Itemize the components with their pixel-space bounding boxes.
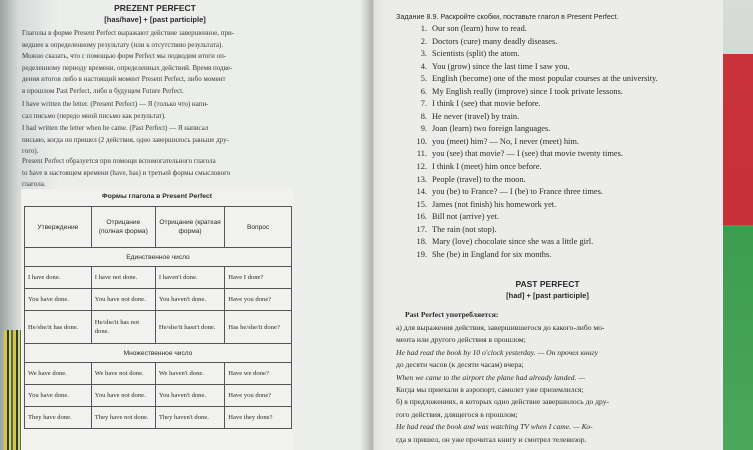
table-cell: We haven't done.: [155, 363, 224, 385]
table-row: [25, 311, 292, 344]
item-text: you (meet) him? — No, I never (meet) him.: [432, 136, 579, 146]
item-text: People (travel) to the moon.: [432, 174, 526, 184]
table-section-row: [25, 344, 292, 363]
item-number: 19.: [416, 249, 427, 259]
list-item: [405, 61, 658, 74]
usage-line: Когда мы приехали в аэропорт, самолет уже приземлился;: [396, 385, 584, 395]
list-item: [405, 199, 658, 212]
past-perfect-formula: [had] + [past participle]: [506, 291, 589, 300]
item-number: 13.: [416, 174, 427, 184]
table-cell: I have done.: [25, 267, 92, 289]
header-negative-short: Отрицание (краткая форма): [155, 207, 224, 248]
usage-line: гда я пришел, он уже прочитал книгу и смотрел телевизор.: [396, 434, 587, 444]
item-number: 4.: [420, 61, 427, 71]
item-text: I think I (see) that movie before.: [432, 99, 541, 109]
verb-forms-table: [24, 206, 292, 429]
table-cell: Have they done?: [225, 407, 292, 429]
item-text: Doctors (cure) many deadly diseases.: [432, 36, 558, 46]
item-number: 3.: [420, 49, 427, 59]
item-text: you (see) that movie? — I (see) that movie twenty times.: [432, 149, 623, 159]
item-text: Scientists (split) the atom.: [432, 49, 520, 59]
item-number: 18.: [416, 237, 427, 247]
item-number: 1.: [420, 24, 427, 33]
list-item: [405, 236, 658, 249]
item-text: You (grow) since the last time I saw you.: [432, 61, 570, 71]
item-text: I think I (meet) him once before.: [432, 162, 542, 172]
usage-line: When we came to the airport the plane had already landed. —: [396, 372, 586, 382]
table-cell: Has he/she/it done?: [225, 311, 292, 344]
past-perfect-title: PAST PERFECT: [515, 279, 580, 289]
table-cell: They have not done.: [91, 407, 155, 429]
exercise-list: [405, 23, 658, 261]
usage-line: а) для выражения действия, завершившегося до какого-либо мо-: [396, 323, 605, 332]
table-cell: You have done.: [25, 385, 92, 407]
item-text: Bill not (arrive) yet.: [432, 212, 499, 222]
item-text: English (become) one of the most popular courses at the university.: [432, 74, 658, 84]
table-cell: We have not done.: [91, 363, 155, 385]
usage-line: He had read the book by 10 o'clock yesterday. — Он прочел книгу: [396, 347, 598, 357]
item-text: James (not finish) his homework yet.: [432, 199, 557, 209]
header-question: Вопрос: [225, 207, 292, 248]
list-item: [405, 148, 658, 161]
table-cell: You haven't done.: [155, 385, 224, 407]
table-cell: He/she/it hasn't done.: [155, 311, 224, 344]
left-page-title: PREZENT PERFECT: [114, 3, 196, 13]
usage-line: гого действия, длящегося в прошлом;: [396, 409, 518, 419]
usage-line: He had read the book and was watching TV when I came. — Ко-: [396, 422, 593, 432]
table-cell: You have not done.: [91, 289, 155, 311]
table-cell: I have not done.: [91, 267, 155, 289]
intro-paragraph: [22, 28, 302, 98]
example-line: сал письмо (передо мной письмо как результат).: [22, 111, 166, 120]
list-item: [405, 98, 658, 111]
table-header-row: [25, 207, 292, 248]
book-gutter: [360, 0, 386, 450]
table-cell: We have done.: [25, 363, 92, 385]
table-cell: They haven't done.: [155, 407, 224, 429]
table-cell: He/she/it has not done.: [91, 311, 155, 344]
item-number: 10.: [416, 136, 427, 146]
list-item: [405, 174, 658, 187]
list-item: [405, 48, 658, 61]
list-item: [405, 86, 658, 99]
header-affirmative: Утверждение: [25, 207, 92, 248]
table-cell: Have you done?: [225, 385, 292, 407]
item-number: 7.: [420, 99, 427, 109]
list-item: [405, 224, 658, 237]
verb-forms-table-block: [21, 189, 293, 450]
table-cell: He/she/it has done.: [25, 311, 92, 344]
item-text: Mary (love) chocolate since she was a little girl.: [432, 237, 594, 247]
book-cover-edge: [723, 0, 753, 450]
table-row: [25, 267, 292, 289]
item-number: 6.: [420, 86, 427, 96]
list-item: [405, 161, 658, 174]
table-cell: You have done.: [25, 289, 92, 311]
item-text: Joan (learn) two foreign languages.: [432, 124, 551, 134]
table-cell: Have we done?: [225, 363, 292, 385]
intro-line: Глаголы в форме Present Perfect выражают действие завершенное, при-: [22, 29, 235, 37]
header-negative-full: Отрицание (полная форма): [91, 207, 155, 248]
intro-line: Можно сказать, что с помощью форм Perfect мы подводим итоги оп-: [22, 52, 227, 61]
item-text: He never (travel) by train.: [432, 111, 520, 121]
task-instruction: Раскройте скобки, поставьте глагол в Present Perfect.: [440, 12, 619, 21]
usage-line: мента или другого действия в прошлом;: [396, 335, 526, 345]
task-heading: [396, 12, 619, 21]
intro-line: в прошлом Past Perfect, либо в будущем Future Perfect.: [22, 86, 184, 95]
list-item: [405, 123, 658, 136]
example-1: [22, 99, 302, 122]
table-row: [25, 363, 292, 385]
table-section-row: [25, 248, 292, 267]
table-cell: You haven't done.: [155, 289, 224, 311]
table-cell: You have not done.: [91, 385, 155, 407]
list-item: [405, 73, 658, 86]
item-text: She (be) in England for six months.: [432, 249, 552, 259]
item-text: My English really (improve) since I took private lessons.: [432, 86, 623, 96]
example-line: I have written the letter. (Present Perfect) — Я (только что) напи-: [22, 100, 209, 108]
item-number: 2.: [420, 36, 427, 46]
usage-paragraph: [396, 322, 696, 446]
list-item: [405, 211, 658, 224]
list-item: [405, 136, 658, 149]
item-text: The rain (not stop).: [432, 224, 497, 234]
item-number: 14.: [416, 187, 427, 197]
list-item: [405, 111, 658, 124]
item-number: 15.: [416, 199, 427, 209]
list-item: [405, 186, 658, 199]
intro-line: ределенному периоду времени, определенных действий. Время подве-: [22, 63, 233, 72]
left-page-formula: [has/have] + [past participle]: [104, 15, 206, 24]
table-cell: I haven't done.: [155, 267, 224, 289]
list-item: [405, 23, 658, 36]
example-line: письмо, когда он пришел (2 действия, одно завершилось раньше дру-: [22, 135, 229, 144]
usage-label: Past Perfect употребляется:: [405, 310, 499, 319]
example-line: гого).: [22, 147, 39, 156]
item-number: 5.: [420, 74, 427, 84]
example-2: [22, 123, 302, 158]
example-line: I had written the letter when he came. (Past Perfect) — Я написал: [22, 124, 209, 132]
table-row: [25, 407, 292, 429]
item-number: 16.: [416, 212, 427, 222]
table-caption: Формы глагола в Present Perfect: [101, 193, 213, 200]
formation-line: глагола.: [22, 180, 46, 189]
table-cell: They have done.: [25, 407, 92, 429]
formation-line: to have в настоящем времени (have, has) и третьей формы смыслового: [22, 168, 231, 177]
intro-line: ведшее к определенному результату (или к отсутствию результата).: [22, 40, 224, 49]
formation-paragraph: [22, 156, 302, 191]
item-text: Our son (learn) how to read.: [432, 24, 527, 33]
item-number: 8.: [420, 111, 427, 121]
item-number: 11.: [416, 149, 427, 159]
item-number: 17.: [416, 224, 427, 234]
usage-line: до десяти часов (к десяти часам) вчера;: [396, 360, 524, 370]
item-number: 9.: [420, 124, 427, 134]
table-cell: Have I done?: [225, 267, 292, 289]
intro-line: дения итогов либо в настоящий момент Present Perfect, либо момент: [22, 75, 226, 84]
table-cell: Have you done?: [225, 289, 292, 311]
list-item: [405, 249, 658, 262]
list-item: [405, 36, 658, 49]
item-number: 12.: [416, 162, 427, 172]
item-text: you (be) to France? — I (be) to France three times.: [432, 187, 603, 197]
table-row: [25, 289, 292, 311]
usage-line: б) в предложениях, в которых одно действие завершилось до дру-: [396, 397, 610, 407]
section-singular: Единственное число: [25, 248, 292, 267]
task-label: Задание 8.9.: [396, 12, 439, 21]
table-row: [25, 385, 292, 407]
section-plural: Множественное число: [25, 344, 292, 363]
formation-line: Present Perfect образуется при помощи вспомогательного глагола: [22, 157, 216, 165]
